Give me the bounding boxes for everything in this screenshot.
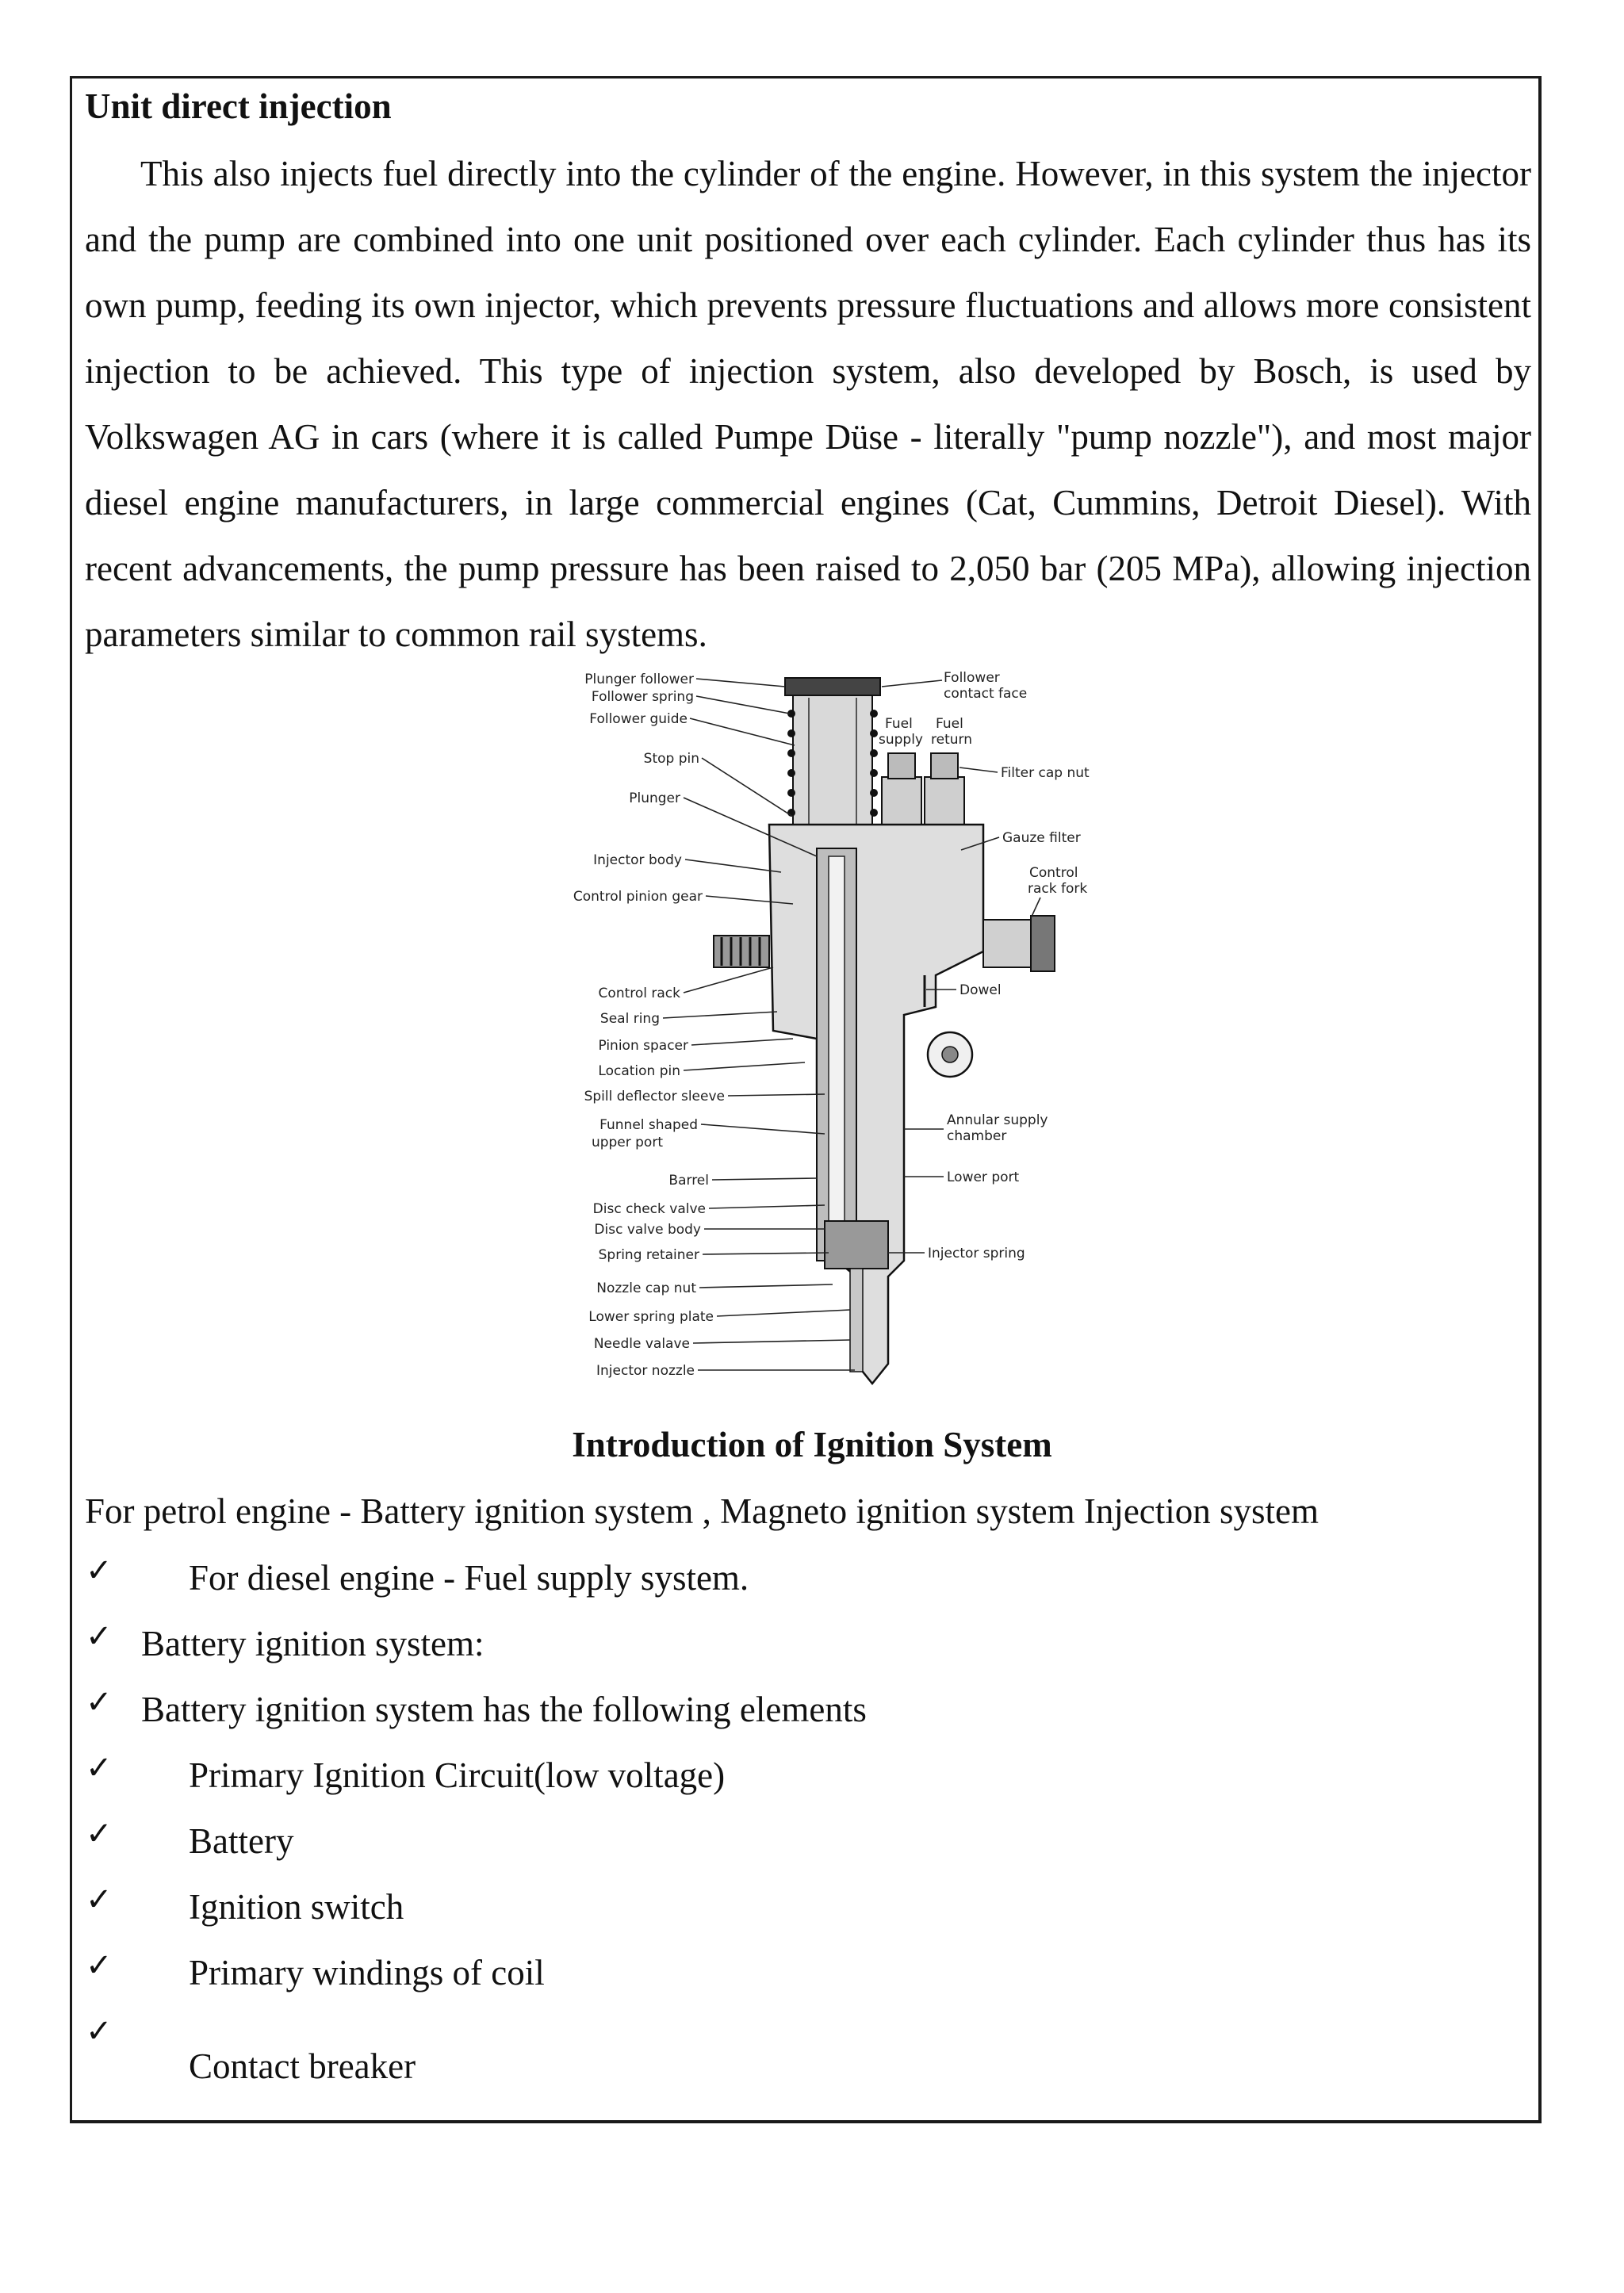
label-follower-spring: Follower spring (591, 689, 694, 705)
label-disc-check-valve: Disc check valve (592, 1201, 706, 1217)
label-spring-retainer: Spring retainer (598, 1247, 699, 1263)
label-gauze-filter: Gauze filter (1002, 830, 1081, 846)
check-mark-icon: ✓ (86, 1750, 113, 1786)
check-mark-icon: ✓ (86, 1618, 113, 1655)
list-item: Battery ignition system: (141, 1624, 485, 1663)
label-fuel-supply-2: supply (879, 732, 923, 748)
label-control-rack: Control rack (598, 986, 680, 1001)
ignition-section-title: Introduction of Ignition System (572, 1425, 1052, 1464)
check-mark-icon: ✓ (86, 1947, 113, 1984)
label-control-pinion-gear: Control pinion gear (573, 889, 703, 905)
label-seal-ring: Seal ring (599, 1011, 660, 1027)
list-item: Primary windings of coil (189, 1953, 545, 1992)
label-follower-guide: Follower guide (589, 711, 688, 727)
label-injector-nozzle: Injector nozzle (596, 1363, 695, 1379)
label-contact-face: contact face (944, 686, 1028, 702)
label-dowel: Dowel (959, 982, 1002, 998)
injector-drawing (714, 678, 1055, 1384)
label-fuel-return-2: return (931, 732, 972, 748)
section-heading: Unit direct injection (85, 86, 392, 126)
list-item: Primary Ignition Circuit(low voltage) (189, 1755, 726, 1795)
diagram-svg (555, 666, 1110, 1395)
label-disc-valve-body: Disc valve body (594, 1222, 701, 1238)
label-spill-deflector-sleeve: Spill deflector sleeve (584, 1089, 725, 1104)
label-plunger: Plunger (629, 790, 680, 806)
unit-injector-diagram (555, 666, 1110, 1395)
label-fuel-supply-1: Fuel (885, 716, 913, 732)
check-mark-icon: ✓ (86, 1684, 113, 1721)
label-injector-spring: Injector spring (928, 1246, 1025, 1261)
label-needle-valave: Needle valave (593, 1336, 690, 1352)
label-lower-port: Lower port (947, 1169, 1020, 1185)
label-nozzle-cap-nut: Nozzle cap nut (596, 1280, 696, 1296)
list-item: For diesel engine - Fuel supply system. (189, 1558, 749, 1598)
label-funnel-shaped: Funnel shaped (599, 1117, 698, 1133)
check-mark-icon: ✓ (86, 1816, 113, 1852)
label-plunger-follower: Plunger follower (584, 672, 694, 687)
label-control-1: Control (1029, 865, 1078, 881)
label-location-pin: Location pin (598, 1063, 680, 1079)
check-mark-icon: ✓ (86, 1552, 113, 1589)
list-item: Battery ignition system has the following elements (141, 1690, 867, 1729)
label-stop-pin: Stop pin (643, 751, 699, 767)
list-item: Contact breaker (189, 2046, 416, 2086)
label-annular-supply: Annular supply (947, 1112, 1048, 1128)
list-item: Ignition switch (189, 1887, 404, 1927)
label-filter-cap-nut: Filter cap nut (1001, 765, 1090, 781)
label-follower: Follower (944, 670, 1000, 686)
label-injector-body: Injector body (593, 852, 682, 868)
label-lower-spring-plate: Lower spring plate (588, 1309, 714, 1325)
label-pinion-spacer: Pinion spacer (598, 1038, 688, 1054)
label-rack-fork: rack fork (1028, 881, 1088, 897)
list-item: Battery (189, 1821, 294, 1861)
intro-line: For petrol engine - Battery ignition system , Magneto ignition system Injection system (85, 1491, 1320, 1531)
label-chamber: chamber (947, 1128, 1007, 1144)
label-upper-port: upper port (591, 1135, 663, 1150)
label-fuel-return-1: Fuel (936, 716, 963, 732)
body-paragraph: This also injects fuel directly into the cylinder of the engine. However, in this system the injector and the pump are combined into one unit positioned over each cylinder. Each cylinder thus has its own pump, feeding its own injector, which prevents pressure fluctuations and allows more consistent injection to be achieved. This type of injection system, also developed by Bosch, is used by Volkswagen AG in cars (where it is called Pumpe Düse - literally "pump nozzle"), and most major diesel engine manufacturers, in large commercial engines (Cat, Cummins, Detroit Diesel). With recent advancements, the pump pressure has been raised to 2,050 bar (205 MPa), allowing injection parameters similar to common rail systems. (85, 154, 1531, 654)
label-barrel: Barrel (668, 1173, 709, 1189)
check-mark-icon: ✓ (86, 2013, 113, 2050)
check-mark-icon: ✓ (86, 1881, 113, 1918)
